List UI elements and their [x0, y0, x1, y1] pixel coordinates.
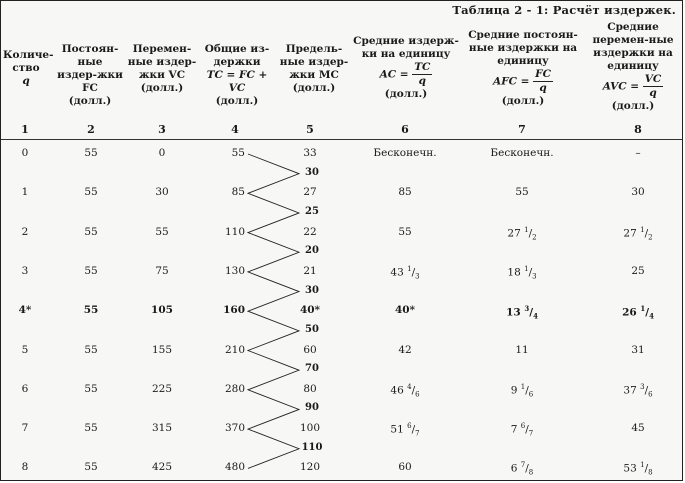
table-cell-fc: 55 — [84, 422, 98, 435]
header-average-cost-num: TC — [414, 61, 431, 73]
table-cell-tc: 130 — [224, 264, 245, 277]
table-cell-mc: 60 — [303, 343, 317, 356]
table-cell-ac: 60 — [398, 461, 412, 474]
header-average-variable-cost-lhs: AVC = — [602, 80, 640, 93]
table-cell-q: 7 — [21, 422, 29, 435]
table-cell-q: 8 — [21, 461, 29, 474]
table-cell-vc: 30 — [155, 186, 169, 199]
marginal-cost-step: 20 — [305, 245, 319, 257]
header-quantity-symbol: q — [22, 75, 30, 87]
header-average-cost-den: q — [418, 75, 426, 87]
table-cell-afc: 27 $^1/_2$ — [507, 225, 537, 242]
table-cell-avc: 25 — [631, 264, 645, 277]
table-cell-mc: 100 — [299, 422, 321, 435]
table-cell-ac: 43 $^1/_3$ — [390, 264, 420, 281]
table-cell-q: 1 — [21, 186, 29, 199]
header-average-variable-cost-unit: (долл.) — [611, 100, 655, 112]
column-number: 5 — [306, 123, 314, 136]
table-cell-avc: 37 $^3/_6$ — [623, 382, 653, 399]
table-cell-tc: 55 — [231, 147, 245, 159]
table-cell-q: 0 — [21, 147, 29, 159]
table-cell-afc: 9 $^1/_6$ — [510, 382, 534, 399]
table-cell-afc: 11 — [515, 343, 529, 356]
table-cell-vc: 315 — [151, 422, 173, 435]
column-number: 7 — [518, 123, 526, 136]
header-average-fixed-cost-text: Средние постоян-ные издержки на единицу — [468, 29, 578, 67]
table-cell-mc: 27 — [303, 186, 317, 199]
table-cell-fc: 55 — [84, 186, 98, 199]
header-average-cost-lhs: AC = — [379, 68, 409, 81]
column-number: 8 — [634, 123, 642, 136]
marginal-cost-step: 30 — [305, 166, 319, 178]
table-cell-tc: 85 — [231, 186, 245, 199]
table-cell-fc: 55 — [84, 264, 98, 277]
table-cell-fc: 55 — [83, 304, 99, 317]
marginal-cost-step: 90 — [305, 402, 319, 414]
table-cell-avc: 53 $^1/_8$ — [623, 461, 653, 477]
header-average-cost-unit: (долл.) — [384, 88, 428, 100]
table-cell-ac: 55 — [398, 225, 412, 238]
table-cell-avc: 26 $^1/_4$ — [622, 304, 654, 321]
table-cell-q: 5 — [21, 343, 29, 356]
table-cell-tc: 280 — [224, 382, 245, 395]
table-cell-avc: – — [635, 147, 641, 159]
table-cell-afc: 18 $^1/_3$ — [507, 264, 537, 281]
header-fixed-cost-text: Постоян-ные издер-жки FC — [57, 43, 123, 94]
header-total-cost-text: Общие из-держки — [204, 43, 270, 68]
table-cell-tc: 110 — [224, 225, 245, 238]
table-cell-ac: 46 $^4/_6$ — [390, 382, 420, 399]
table-cell-avc: 27 $^1/_2$ — [623, 225, 653, 242]
table-cell-q: 3 — [21, 264, 29, 277]
header-average-fixed-cost-unit: (долл.) — [501, 95, 545, 107]
header-average-fixed-cost-den: q — [539, 82, 547, 94]
table-cell-vc: 75 — [155, 264, 169, 277]
table-cell-tc: 480 — [224, 461, 245, 474]
table-cell-mc: 120 — [299, 461, 321, 474]
header-total-cost-unit: (долл.) — [215, 95, 259, 107]
table-cell-fc: 55 — [84, 382, 98, 395]
table-cell-afc: 13 $^3/_4$ — [506, 304, 538, 321]
header-marginal-cost-text: Предель-ные издер-жки МС — [279, 43, 349, 81]
column-number: 2 — [87, 123, 95, 136]
marginal-cost-step: 25 — [305, 205, 319, 217]
table-cell-fc: 55 — [84, 147, 98, 159]
table-cell-vc: 105 — [151, 304, 173, 317]
header-variable-cost-unit: (долл.) — [140, 82, 184, 94]
table-cell-afc: Бесконечн. — [490, 147, 554, 159]
header-fixed-cost-unit: (долл.) — [68, 95, 112, 107]
table-cell-ac: Бесконечн. — [373, 147, 437, 159]
table-cell-vc: 155 — [151, 343, 173, 356]
table-cell-ac: 40* — [394, 304, 416, 317]
marginal-cost-step: 30 — [305, 284, 319, 296]
header-average-variable-cost-den: q — [649, 87, 657, 99]
header-total-cost-formula: TC = FC + VC — [206, 69, 268, 94]
table-cell-mc: 40* — [299, 304, 321, 317]
column-number: 4 — [231, 123, 239, 136]
table-cell-avc: 31 — [631, 343, 645, 356]
zigzag-line — [248, 154, 299, 468]
table-cell-mc: 33 — [303, 147, 317, 159]
table-cell-vc: 425 — [151, 461, 173, 474]
table-cell-q: 2 — [21, 225, 29, 238]
table-cell-afc: 6 $^7/_8$ — [510, 461, 534, 477]
header-average-variable-cost-text: Средние перемен-ные издержки на единицу — [592, 21, 674, 72]
table-cell-afc: 55 — [515, 186, 529, 199]
table-cell-ac: 42 — [398, 343, 412, 356]
table-cell-tc: 160 — [223, 304, 245, 317]
table-cell-fc: 55 — [84, 225, 98, 238]
table-cell-ac: 51 $^6/_7$ — [390, 422, 420, 438]
table-caption: Таблица 2 - 1: Расчёт издержек. — [452, 3, 676, 17]
table-cell-tc: 210 — [224, 343, 245, 356]
table-cell-avc: 45 — [631, 422, 645, 435]
table-cell-vc: 55 — [155, 225, 169, 238]
header-average-fixed-cost-num: FC — [535, 68, 551, 80]
header-marginal-cost-unit: (долл.) — [292, 82, 336, 94]
header-quantity-text: Количе-ство — [3, 49, 54, 74]
header-average-cost-text: Средние издерж-ки на единицу — [353, 35, 459, 60]
header-average-variable-cost-num: VC — [644, 73, 662, 85]
table-cell-mc: 21 — [303, 264, 317, 277]
marginal-cost-step: 70 — [305, 363, 319, 375]
table-cell-mc: 80 — [303, 382, 317, 395]
table-cell-afc: 7 $^6/_7$ — [510, 422, 534, 438]
table-cell-tc: 370 — [224, 422, 245, 435]
marginal-cost-step: 110 — [301, 441, 323, 453]
header-variable-cost-text: Перемен-ные издер-жки VC — [127, 43, 197, 81]
table-cell-ac: 85 — [398, 186, 412, 199]
column-number: 6 — [401, 123, 409, 136]
marginal-cost-zigzag — [1, 1, 684, 482]
table-cell-mc: 22 — [303, 225, 317, 238]
column-number: 3 — [158, 123, 166, 136]
table-cell-avc: 30 — [631, 186, 645, 199]
table-cell-q: 4* — [18, 304, 32, 317]
marginal-cost-step: 50 — [305, 323, 319, 335]
table-cell-q: 6 — [21, 382, 29, 395]
table-cell-vc: 0 — [158, 147, 166, 159]
table-cell-vc: 225 — [151, 382, 173, 395]
table-cell-fc: 55 — [84, 343, 98, 356]
header-average-fixed-cost-lhs: AFC = — [493, 75, 530, 88]
column-number: 1 — [21, 123, 29, 136]
table-cell-fc: 55 — [84, 461, 98, 474]
